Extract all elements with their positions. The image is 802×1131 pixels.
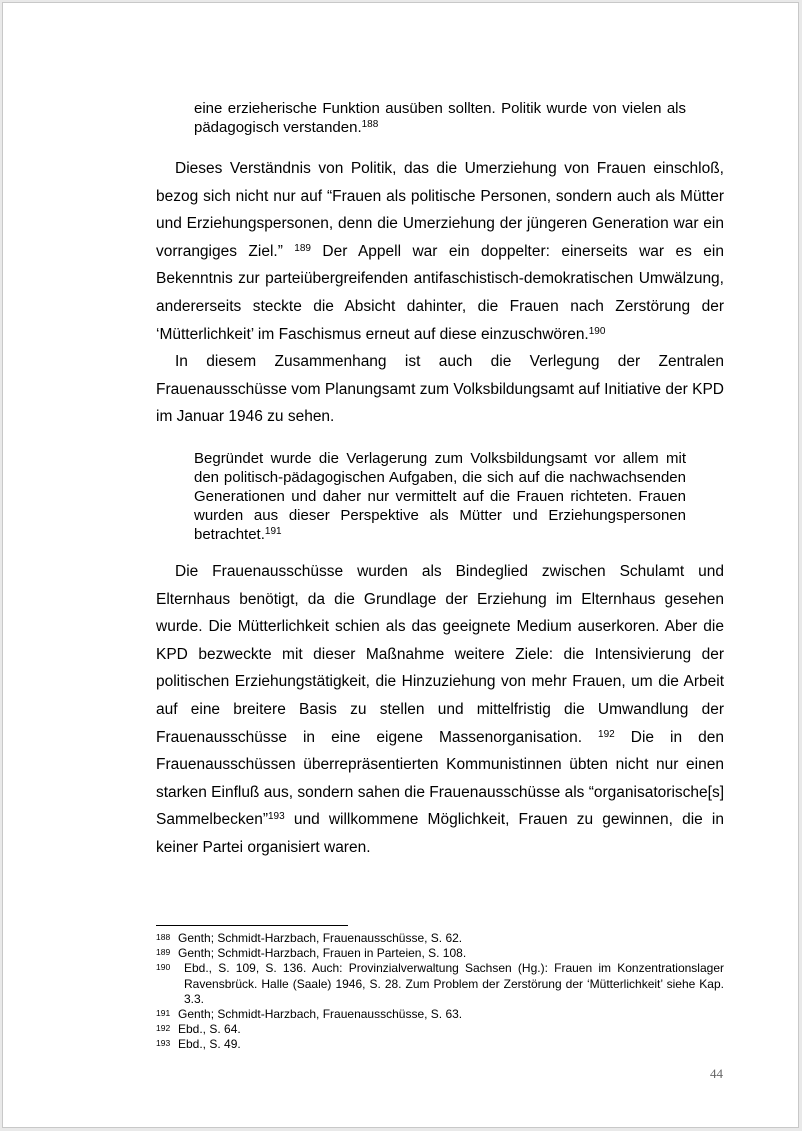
footnote-text: Ebd., S. 49. xyxy=(178,1037,241,1052)
paragraph-1-text-b: Der Appell war ein doppelter: einerseits war es ein Bekenntnis zur parteiübergreifenden antifaschistisch-demokratischen Umwälzung, andererseits steckte die Absicht dahinter, die Frauen nach Zerstörung der ‘Mütterlichkeit’ im Faschismus erneut auf diese einzuschwören. xyxy=(156,242,724,343)
footnote-ref-188[interactable]: 188 xyxy=(361,119,379,130)
footnote-text: Genth; Schmidt-Harzbach, Frauenausschüsse, S. 62. xyxy=(178,931,463,945)
footnote-text: Genth; Schmidt-Harzbach, Frauen in Parteien, S. 108. xyxy=(178,946,467,961)
footnote-number: 190 xyxy=(156,962,171,973)
footnote-number: 188 xyxy=(156,932,171,942)
page-body xyxy=(156,99,724,861)
document-page xyxy=(2,2,799,1128)
paragraph-3-text-c: und willkommene Möglichkeit, Frauen zu gewinnen, die in keiner Partei organisiert waren. xyxy=(156,811,724,856)
footnote-number: 192 xyxy=(156,1023,171,1034)
footnote-ref-191[interactable]: 191 xyxy=(264,525,282,537)
paragraph-2 xyxy=(156,348,724,431)
footnote-188 xyxy=(156,931,724,946)
block-quote-2 xyxy=(194,449,686,544)
page-number: 44 xyxy=(710,1066,723,1081)
footnote-190 xyxy=(156,961,724,1007)
footnote-ref-189[interactable]: 189 xyxy=(294,242,311,254)
quote-2-text: Begründet wurde die Verlagerung zum Volksbildungsamt vor allem mit den politisch-pädagogischen Aufgaben, die sich auf die nachwachsenden Generationen und daher nur vermittelt auf die Frauen richteten. Frauen wurden aus dieser Perspektive als Mütter und Erziehungspersonen betrachtet. xyxy=(194,449,686,543)
footnote-separator xyxy=(156,925,348,926)
footnote-ref-190[interactable]: 190 xyxy=(588,325,606,337)
footnote-text: Genth; Schmidt-Harzbach, Frauenausschüsse, S. 63. xyxy=(178,1007,463,1022)
footnote-ref-193[interactable]: 193 xyxy=(268,811,285,823)
paragraph-1-text-a: Dieses Verständnis von Politik, das die Umerziehung von Frauen einschloß, bezog sich nicht nur auf “Frauen als politische Personen, sondern auch als Mütter und Erziehungspersonen, denn die Umerziehung der jüngeren Generation war ein vorrangiges Ziel.” xyxy=(156,160,724,260)
footnotes xyxy=(156,931,724,1053)
footnote-text: Ebd., S. 64. xyxy=(178,1022,241,1037)
paragraph-3 xyxy=(156,558,724,862)
footnote-number: 193 xyxy=(156,1038,171,1049)
footnote-192 xyxy=(156,1022,724,1037)
paragraph-3-text-a: Die Frauenausschüsse wurden als Bindeglied zwischen Schulamt und Elternhaus benötigt, da die Grundlage der Erziehung im Elternhaus gesehen wurde. Die Mütterlichkeit schien als das geeignete Medium auserkoren. Aber die KPD bezweckte mit dieser Maßnahme weitere Ziele: die Intensivierung der politischen Erziehungstätigkeit, die Hinzuziehung von mehr Frauen, um die Arbeit auf eine breitere Basis zu stellen und mittelfristig die Umwandlung der Frauenausschüsse in eine eigene Massenorganisation. xyxy=(156,562,724,746)
paragraph-2-text: In diesem Zusammenhang ist auch die Verlegung der Zentralen Frauenausschüsse vom Planungsamt zum Volksbildungsamt auf Initiative der KPD im Januar 1946 zu sehen. xyxy=(156,353,724,426)
footnote-number: 191 xyxy=(156,1008,171,1019)
block-quote-1 xyxy=(194,99,686,137)
footnote-ref-192[interactable]: 192 xyxy=(598,728,615,740)
footnote-189 xyxy=(156,946,724,961)
footnote-number: 189 xyxy=(156,947,171,958)
footnote-193 xyxy=(156,1037,724,1052)
footnote-191 xyxy=(156,1007,724,1022)
footnote-text: Ebd., S. 109, S. 136. Auch: Provinzialverwaltung Sachsen (Hg.): Frauen im Konzentrationslager Ravensbrück. Halle (Saale) 1946, S. 28. Zum Problem der Zerstörung der ‘Mütterlichkeit’ siehe Kap. 3.3. xyxy=(184,961,724,1006)
paragraph-1 xyxy=(156,155,724,348)
quote-1-text: eine erzieherische Funktion ausüben sollten. Politik wurde von vielen als pädagogisch verstanden. xyxy=(194,100,686,136)
paragraph-3-text-b: Die in den Frauenausschüssen überrepräsentierten Kommunistinnen übten nicht nur einen starken Einfluß aus, sondern sahen die Frauenausschüsse als “organisatorische[s] Sammelbecken” xyxy=(156,728,724,829)
